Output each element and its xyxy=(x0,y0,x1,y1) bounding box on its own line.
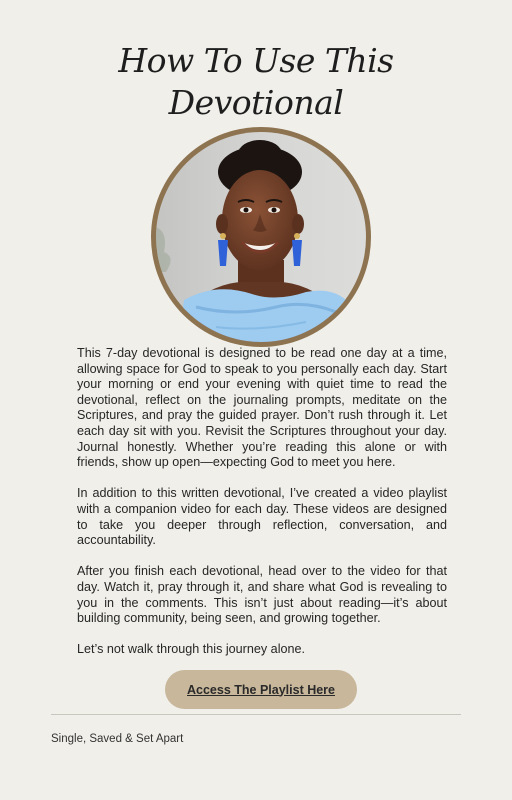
page-title-line-1: How To Use This xyxy=(118,41,394,80)
page-title-line-2: Devotional xyxy=(168,83,344,122)
instructions-paragraph-3: After you finish each devotional, head over to the video for that day. Watch it, pray through it, and share what God is revealing to you in the comments. This isn’t just about reading—it’s about building community, being seen, and growing together. xyxy=(77,564,447,626)
access-playlist-button[interactable]: Access The Playlist Here xyxy=(165,670,357,709)
instructions-paragraph-1: This 7-day devotional is designed to be read one day at a time, allowing space for God to speak to you personally each day. Start your morning or end your evening with quiet time to read the devotional, reflect on the journaling prompts, meditate on the Scriptures, and pray the guided prayer. Don’t rush through it. Let each day sit with you. Revisit the Scriptures throughout your day. Journal honestly. Whether you’re reading this alone or with friends, show up open—expecting God to meet you here. xyxy=(77,346,447,470)
author-photo xyxy=(156,132,366,342)
footer-divider xyxy=(51,714,461,715)
footer-brand: Single, Saved & Set Apart xyxy=(51,733,184,745)
page-title xyxy=(0,40,512,124)
instructions-paragraph-4: Let’s not walk through this journey alone. xyxy=(77,642,305,657)
devotional-instructions xyxy=(77,346,447,658)
instructions-paragraph-2: In addition to this written devotional, I’ve created a video playlist with a companion video for each day. These videos are designed to take you deeper through reflection, conversation, and accountability. xyxy=(77,486,447,548)
author-portrait xyxy=(151,127,371,347)
